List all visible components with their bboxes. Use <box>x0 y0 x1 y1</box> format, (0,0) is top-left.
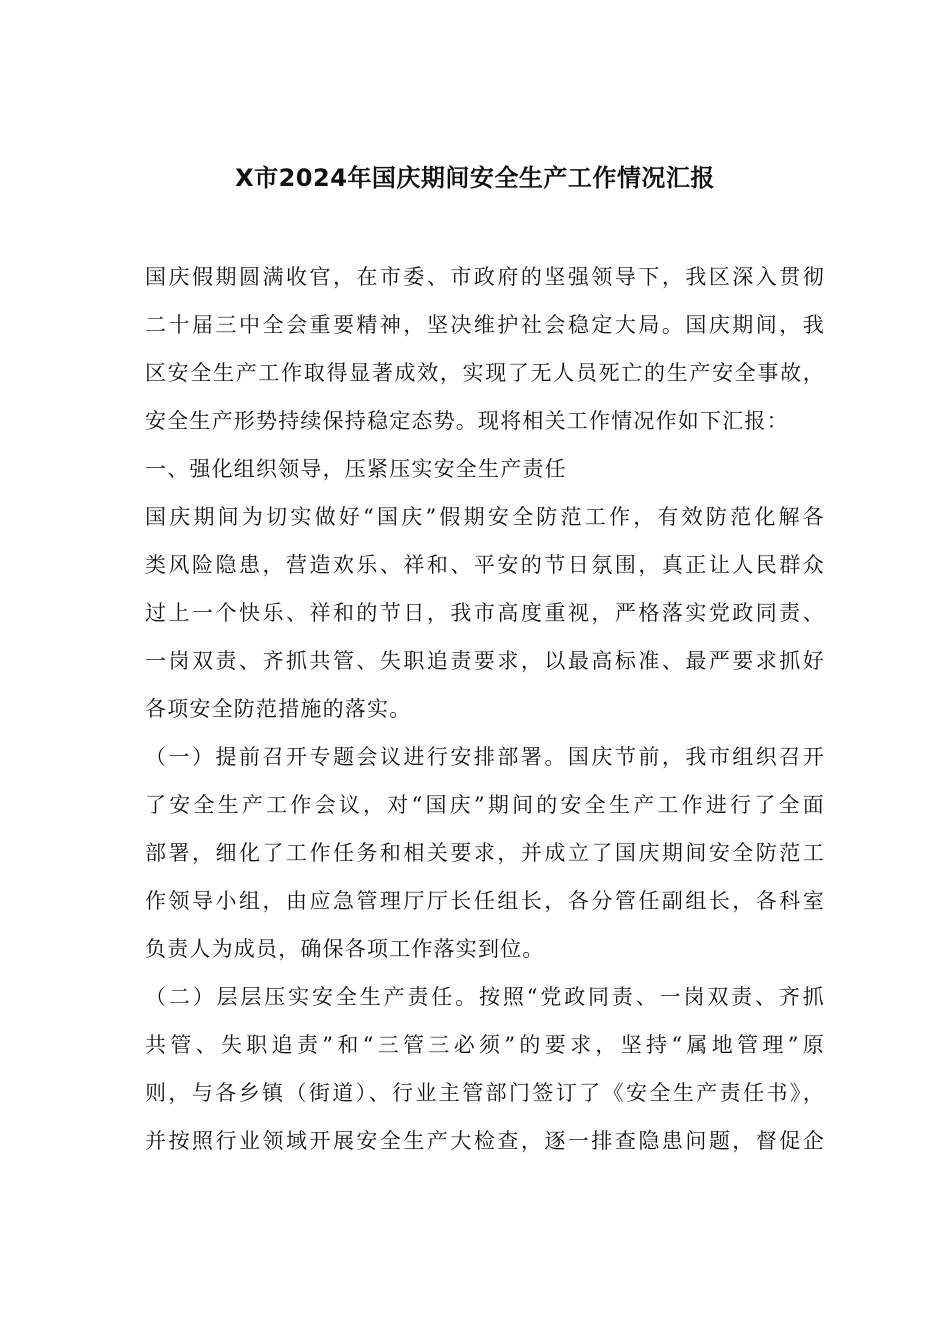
paragraph-line: 一岗双责、齐抓共管、失职追责要求，以最高标准、最严要求抓好 <box>145 649 825 673</box>
section-heading: 一、强化组织领导，压紧压实安全生产责任 <box>145 457 567 481</box>
paragraph-line: 国庆期间为切实做好“国庆”假期安全防范工作，有效防范化解各 <box>145 505 825 529</box>
paragraph-line: 二十届三中全会重要精神，坚决维护社会稳定大局。国庆期间，我 <box>145 313 825 337</box>
paragraph-line: 各项安全防范措施的落实。 <box>145 697 412 721</box>
paragraph-line: 并按照行业领域开展安全生产大检查，逐一排查隐患问题，督促企 <box>145 1129 825 1153</box>
paragraph-line: 则，与各乡镇（街道）、行业主管部门签订了《安全生产责任书》， <box>145 1081 825 1105</box>
subsection-line: （一）提前召开专题会议进行安排部署。国庆节前，我市组织召开 <box>145 745 825 769</box>
paragraph-line: 国庆假期圆满收官，在市委、市政府的坚强领导下，我区深入贯彻 <box>145 265 825 289</box>
paragraph-line: 负责人为成员，确保各项工作落实到位。 <box>145 937 545 961</box>
paragraph-line: 安全生产形势持续保持稳定态势。现将相关工作情况作如下汇报： <box>145 409 789 433</box>
paragraph-line: 了安全生产工作会议，对“国庆”期间的安全生产工作进行了全面 <box>145 793 825 817</box>
paragraph-line: 类风险隐患，营造欢乐、祥和、平安的节日氛围，真正让人民群众 <box>145 553 825 577</box>
subsection-line: （二）层层压实安全生产责任。按照“党政同责、一岗双责、齐抓 <box>145 985 825 1009</box>
paragraph-line: 共管、失职追责”和“三管三必须”的要求，坚持“属地管理”原 <box>145 1033 825 1057</box>
document-title: X市2024年国庆期间安全生产工作情况汇报 <box>235 164 715 192</box>
paragraph-line: 过上一个快乐、祥和的节日，我市高度重视，严格落实党政同责、 <box>145 601 825 625</box>
paragraph-line: 部署，细化了工作任务和相关要求，并成立了国庆期间安全防范工 <box>145 841 825 865</box>
paragraph-line: 作领导小组，由应急管理厅厅长任组长，各分管任副组长，各科室 <box>145 889 825 913</box>
paragraph-line: 区安全生产工作取得显著成效，实现了无人员死亡的生产安全事故， <box>145 361 825 385</box>
document-body <box>145 253 825 1165</box>
